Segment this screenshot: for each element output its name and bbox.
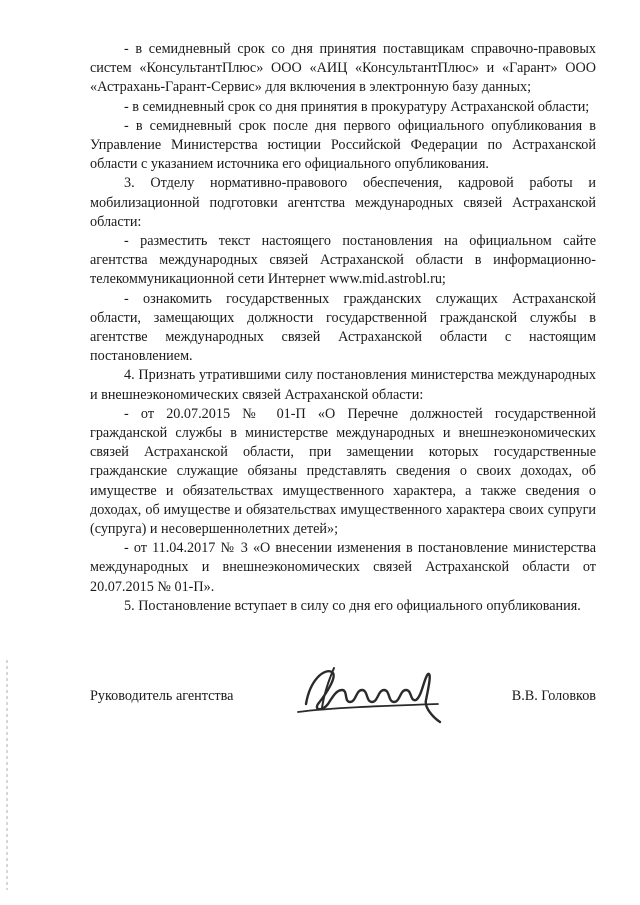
signer-name: В.В. Головков [511, 688, 596, 704]
paragraph-6: - ознакомить государственных гражданских служащих Астраханской области, замещающих должности государственной гражданской службы в агентстве международных связей Астраханской области с настоящим постановлением. [90, 290, 596, 365]
paragraph-4: 3. Отделу нормативно-правового обеспечения, кадровой работы и мобилизационной подготовки агентства международных связей Астраханской области: [90, 175, 596, 230]
paragraph-1: - в семидневный срок со дня принятия поставщикам справочно-правовых систем «КонсультантПлюс» ООО «АИЦ «КонсультантПлюс» и «Гарант» ООО «Астрахань-Гарант-Сервис» для включения в электронную базу данных; [90, 41, 596, 96]
handwritten-signature [288, 660, 458, 730]
signer-position: Руководитель агентства [90, 688, 234, 704]
scan-margin-artifact [6, 660, 8, 890]
paragraph-9: - от 11.04.2017 № 3 «О внесении изменения в постановление министерства международных и внешнеэкономических связей Астраханской области от 20.07.2015 № 01-П». [90, 540, 596, 595]
paragraph-3: - в семидневный срок после дня первого официального опубликования в Управление Министерства юстиции Российской Федерации по Астраханской области с указанием источника его официального опубликования. [90, 117, 596, 173]
paragraph-8: - от 20.07.2015 № 01-П «О Перечне должностей государственной гражданской службы в министерстве международных и внешнеэкономических связей Астраханской области, при замещении которых государственные гражданские служащие обязаны представлять сведения о своих доходах, об имуществе и обязательствах имущественного характера, а также сведения о доходах, об имуществе и обязательствах имущественного характера своих супруги (супруга) и несовершеннолетних детей»; [90, 405, 596, 538]
paragraph-5: - разместить текст настоящего постановления на официальном сайте агентства международных связей Астраханской области в информационно-телекоммуникационной сети Интернет www.mid.astrobl.ru; [90, 233, 596, 288]
paragraph-2: - в семидневный срок со дня принятия в прокуратуру Астраханской области; [124, 98, 590, 115]
paragraph-10: 5. Постановление вступает в силу со дня его официального опубликования. [124, 597, 581, 614]
document-body [90, 40, 596, 616]
signature-block [90, 660, 596, 730]
paragraph-7: 4. Признать утратившими силу постановления министерства международных и внешнеэкономических связей Астраханской области: [90, 367, 596, 403]
